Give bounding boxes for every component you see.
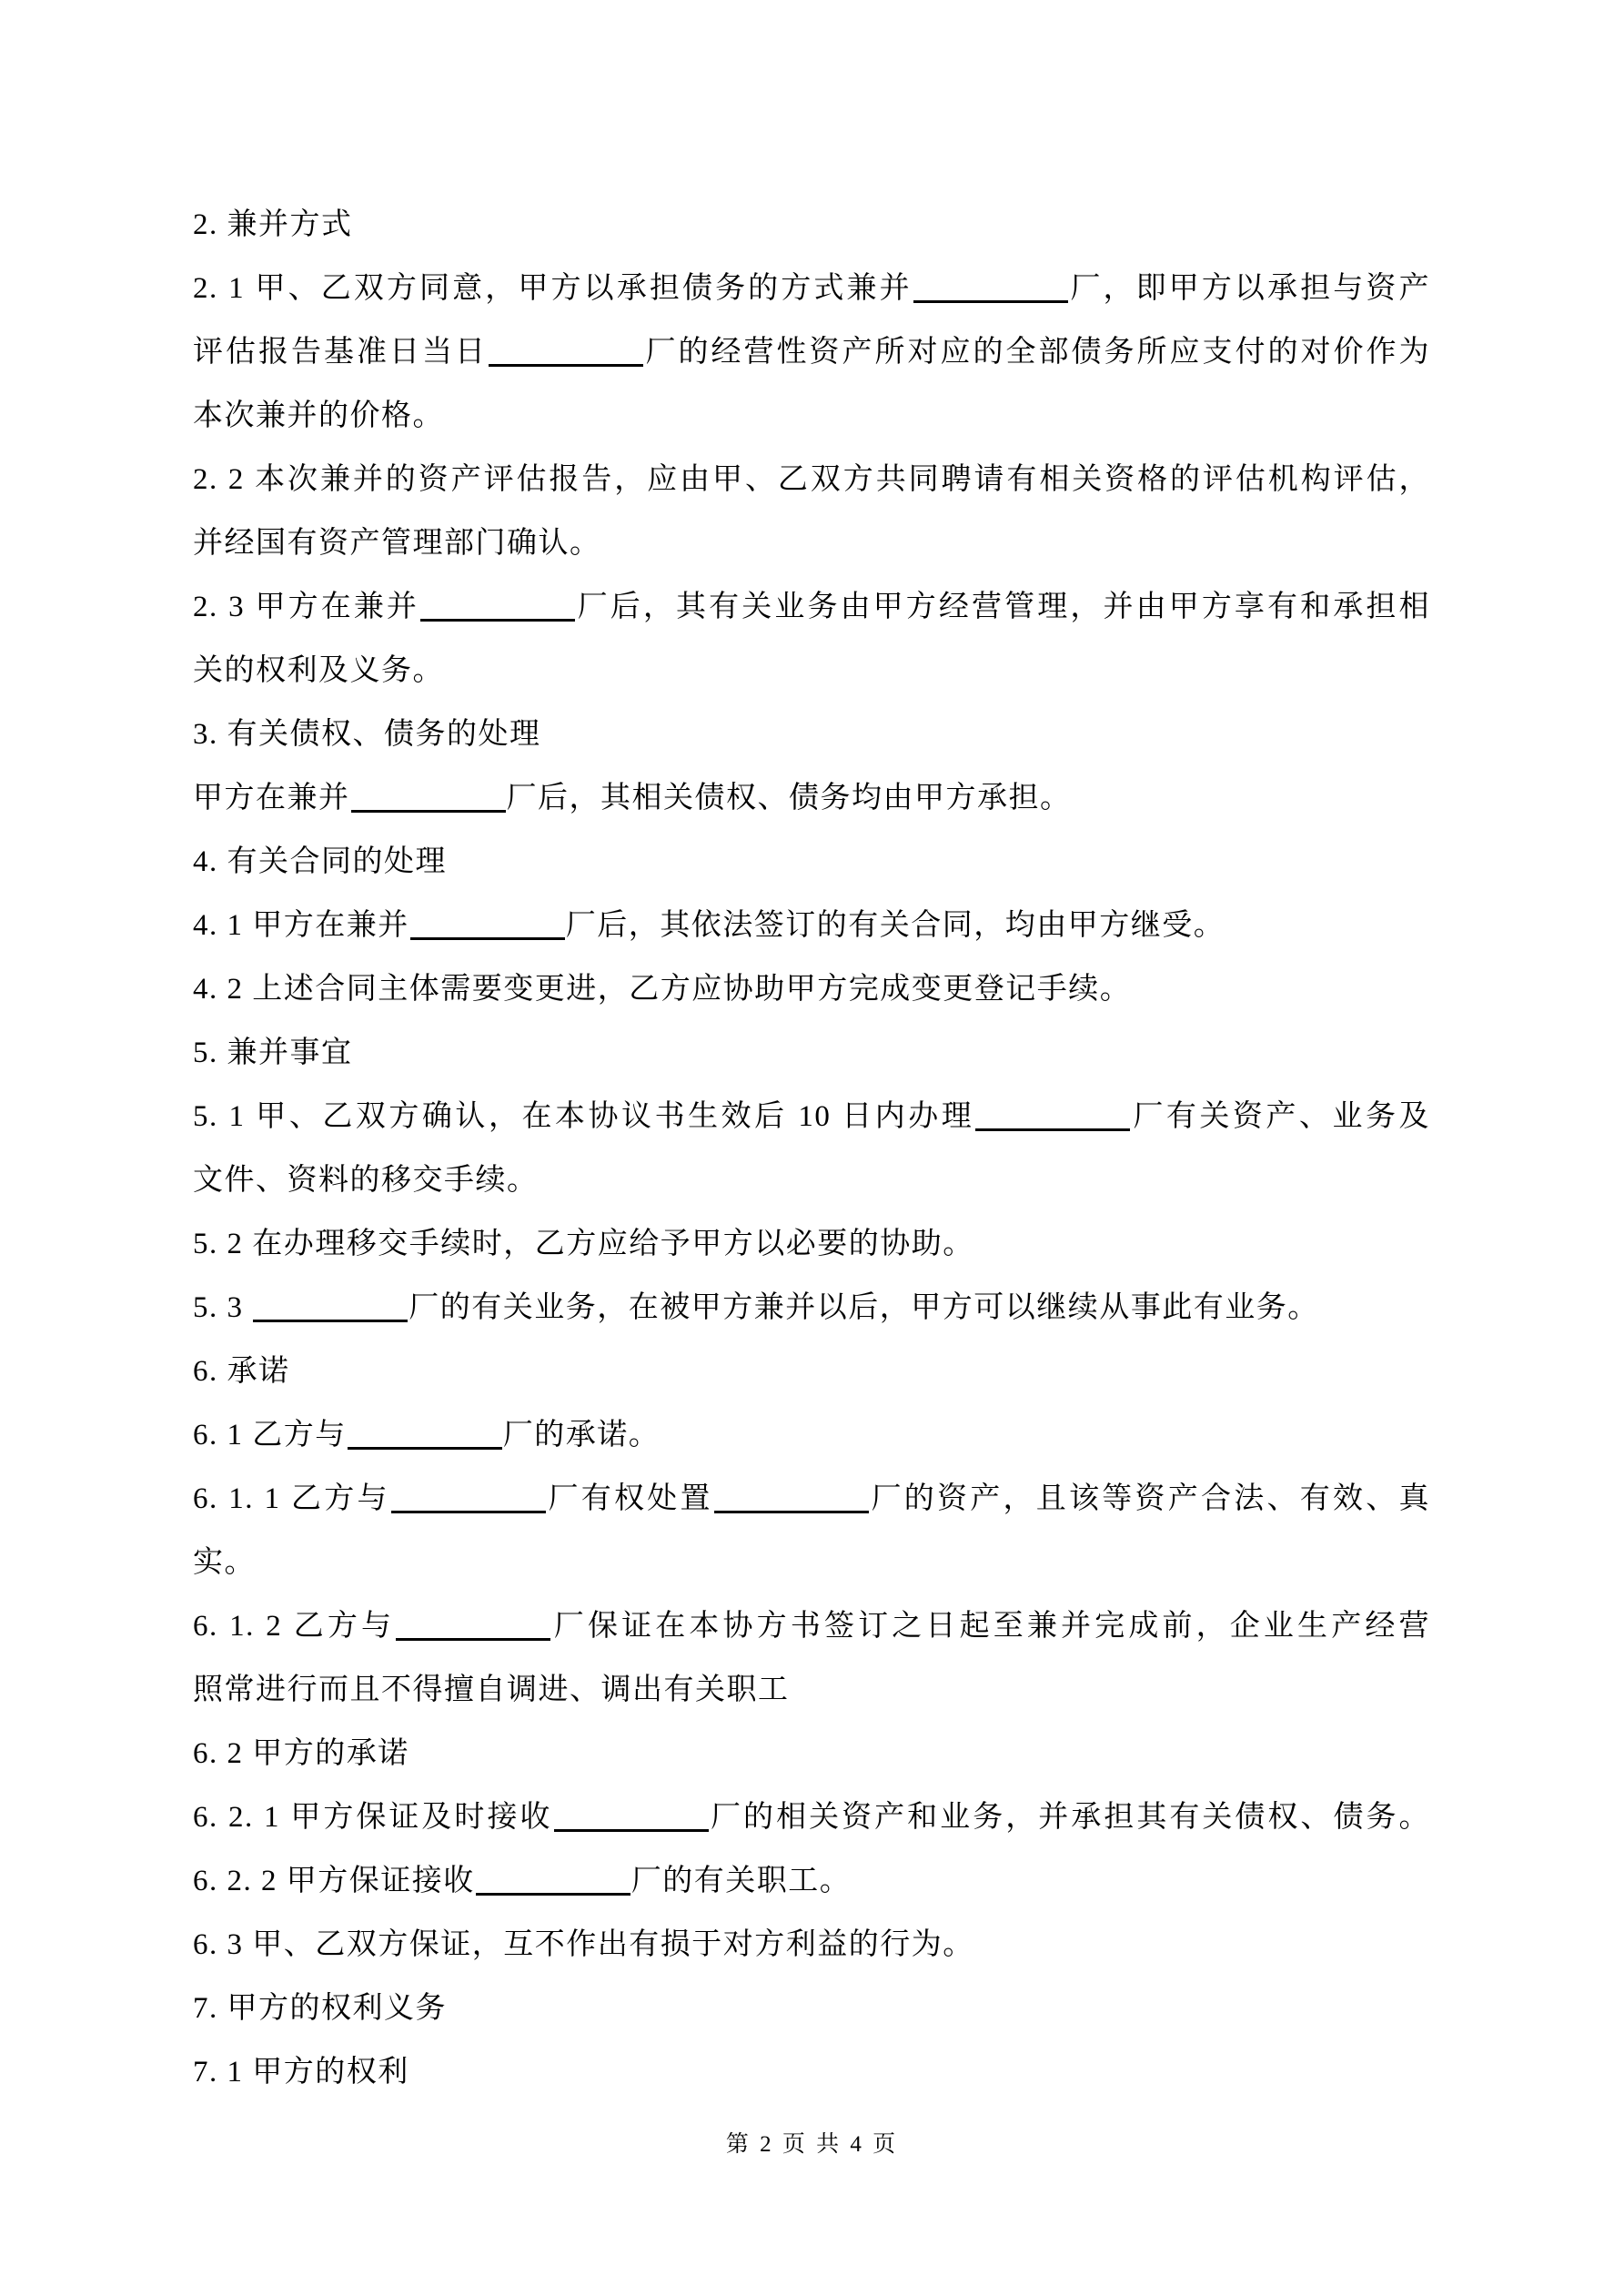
line-text: 4. 1 甲方在兼并 bbox=[193, 909, 409, 942]
document-line bbox=[193, 766, 1430, 830]
line-text: 2. 2 本次兼并的资产评估报告，应由甲、乙双方共同聘请有相关资格的评估机构评估， bbox=[193, 463, 1430, 496]
document-line bbox=[193, 1340, 1430, 1403]
document-line bbox=[193, 957, 1430, 1021]
line-text: 4. 2 上述合同主体需要变更进，乙方应协助甲方完成变更登记手续。 bbox=[193, 973, 1132, 1006]
page-footer bbox=[0, 2131, 1624, 2159]
line-text: 2. 1 甲、乙双方同意，甲方以承担债务的方式兼并 bbox=[193, 272, 913, 305]
line-text: 实。 bbox=[193, 1546, 256, 1579]
document-line bbox=[193, 703, 1430, 766]
document-line bbox=[193, 320, 1430, 384]
line-text: 厂有关资产、业务及 bbox=[1131, 1100, 1431, 1133]
line-text: 5. 兼并事宜 bbox=[193, 1037, 353, 1069]
document-line bbox=[193, 2040, 1430, 2104]
line-text: 6. 1. 2 乙方与 bbox=[193, 1610, 396, 1643]
blank-underline bbox=[554, 1829, 709, 1832]
blank-underline bbox=[714, 1511, 869, 1513]
blank-underline bbox=[348, 1447, 502, 1450]
line-text: 6. 1. 1 乙方与 bbox=[193, 1482, 390, 1515]
line-text: 关的权利及义务。 bbox=[193, 654, 444, 687]
line-text: 6. 2. 2 甲方保证接收 bbox=[193, 1865, 475, 1897]
line-text: 5. 2 在办理移交手续时，乙方应给予甲方以必要的协助。 bbox=[193, 1228, 974, 1260]
document-line bbox=[193, 1658, 1430, 1722]
document-line bbox=[193, 448, 1430, 511]
line-text: 7. 1 甲方的权利 bbox=[193, 2056, 409, 2089]
line-text: 6. 2. 1 甲方保证及时接收 bbox=[193, 1801, 553, 1834]
line-text: 照常进行而且不得擅自调进、调出有关职工 bbox=[193, 1674, 790, 1706]
document-line bbox=[193, 1021, 1430, 1085]
blank-underline bbox=[391, 1511, 546, 1513]
line-text: 厂的相关资产和业务，并承担其有关债权、债务。 bbox=[709, 1801, 1431, 1834]
line-text: 2. 3 甲方在兼并 bbox=[193, 591, 420, 623]
document-line bbox=[193, 1085, 1430, 1148]
line-text: 厂后，其依法签订的有关合同，均由甲方继受。 bbox=[565, 909, 1226, 942]
blank-underline bbox=[396, 1638, 550, 1641]
document-line bbox=[193, 1849, 1430, 1913]
document-line bbox=[193, 193, 1430, 257]
line-text: 厂有权处置 bbox=[546, 1482, 713, 1515]
document-line bbox=[193, 1403, 1430, 1467]
document-line bbox=[193, 1913, 1430, 1977]
line-text: 厂的经营性资产所对应的全部债务所应支付的对价作为 bbox=[644, 336, 1430, 369]
document-line bbox=[193, 575, 1430, 639]
line-text: 4. 有关合同的处理 bbox=[193, 845, 447, 878]
document-line bbox=[193, 639, 1430, 703]
document-line bbox=[193, 1276, 1430, 1340]
line-text: 厂保证在本协方书签订之日起至兼并完成前，企业生产经营 bbox=[551, 1610, 1430, 1643]
blank-underline bbox=[253, 1320, 408, 1322]
document-line bbox=[193, 1977, 1430, 2040]
line-text: 厂的有关职工。 bbox=[630, 1865, 852, 1897]
document-line bbox=[193, 830, 1430, 894]
line-text: 5. 3 bbox=[193, 1291, 253, 1324]
line-text: 6. 1 乙方与 bbox=[193, 1419, 347, 1451]
page-number: 第 2 页 共 4 页 bbox=[725, 2132, 899, 2157]
blank-underline bbox=[351, 810, 506, 813]
blank-underline bbox=[975, 1128, 1130, 1131]
document-line bbox=[193, 384, 1430, 448]
line-text: 厂的承诺。 bbox=[502, 1419, 661, 1451]
document-line bbox=[193, 1594, 1430, 1658]
document-line bbox=[193, 894, 1430, 957]
line-text: 5. 1 甲、乙双方确认，在本协议书生效后 10 日内办理 bbox=[193, 1100, 975, 1133]
blank-underline bbox=[420, 619, 575, 622]
line-text: 6. 2 甲方的承诺 bbox=[193, 1737, 409, 1770]
blank-underline bbox=[489, 364, 643, 367]
line-text: 甲方在兼并 bbox=[193, 782, 350, 814]
line-text: 7. 甲方的权利义务 bbox=[193, 1992, 447, 2025]
line-text: 3. 有关债权、债务的处理 bbox=[193, 718, 541, 751]
blank-underline bbox=[410, 937, 565, 940]
document-line bbox=[193, 1531, 1430, 1594]
document-line bbox=[193, 1722, 1430, 1785]
document-line bbox=[193, 1212, 1430, 1276]
line-text: 6. 承诺 bbox=[193, 1355, 290, 1388]
document-line bbox=[193, 257, 1430, 320]
line-text: 厂的有关业务，在被甲方兼并以后，甲方可以继续从事此有业务。 bbox=[409, 1291, 1319, 1324]
line-text: 厂，即甲方以承担与资产 bbox=[1068, 272, 1431, 305]
line-text: 厂后，其相关债权、债务均由甲方承担。 bbox=[506, 782, 1072, 814]
line-text: 厂的资产，且该等资产合法、有效、真 bbox=[869, 1482, 1430, 1515]
line-text: 并经国有资产管理部门确认。 bbox=[193, 527, 601, 560]
line-text: 文件、资料的移交手续。 bbox=[193, 1164, 539, 1197]
line-text: 2. 兼并方式 bbox=[193, 208, 353, 241]
blank-underline bbox=[476, 1893, 630, 1896]
blank-underline bbox=[913, 300, 1068, 303]
document-line bbox=[193, 1785, 1430, 1849]
line-text: 厂后，其有关业务由甲方经营管理，并由甲方享有和承担相 bbox=[576, 591, 1431, 623]
line-text: 本次兼并的价格。 bbox=[193, 400, 444, 432]
line-text: 评估报告基准日当日 bbox=[193, 336, 488, 369]
document-line bbox=[193, 511, 1430, 575]
document-line bbox=[193, 1467, 1430, 1531]
document-line bbox=[193, 1148, 1430, 1212]
line-text: 6. 3 甲、乙双方保证，互不作出有损于对方利益的行为。 bbox=[193, 1928, 974, 1961]
